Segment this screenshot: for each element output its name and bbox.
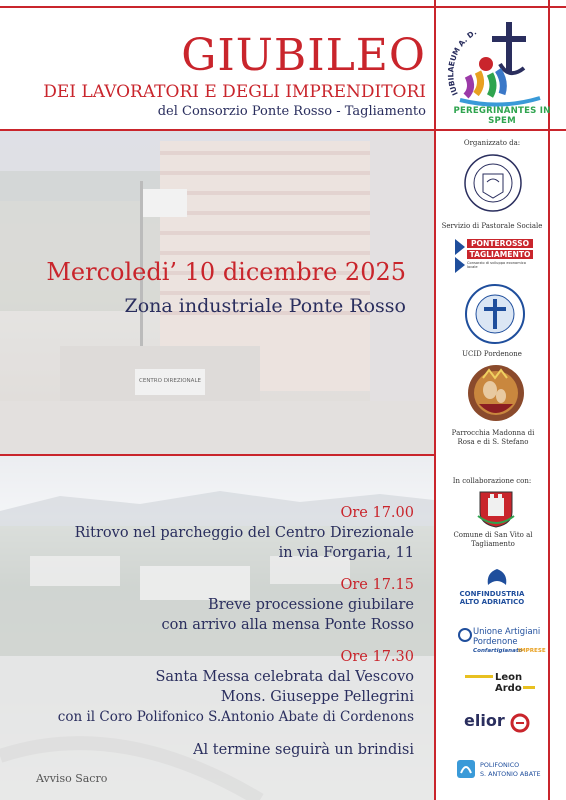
leonardo-logo <box>465 672 535 704</box>
elior-text: elior <box>464 711 505 730</box>
leonardo-line1: Leon <box>495 672 523 683</box>
building-sign: CENTRO DIREZIONALE <box>139 378 201 384</box>
page-subtitle: DEI LAVORATORI E DEGLI IMPRENDITORI <box>43 82 426 102</box>
artigiani-logo <box>456 624 548 660</box>
schedule-item-1 <box>0 503 414 563</box>
top-rule <box>0 6 566 8</box>
schedule-time: Ore 17.00 <box>340 505 414 521</box>
schedule-line: con arrivo alla mensa Ponte Rosso <box>161 617 414 633</box>
schedule-line: con il Coro Polifonico S.Antonio Abate di Cordenons <box>57 709 414 725</box>
artigiani-line4: IMPRESE <box>518 648 546 654</box>
vertical-rule <box>434 0 436 800</box>
elior-swirl-icon <box>510 713 530 733</box>
closing-note: Al termine seguirà un brindisi <box>193 742 414 758</box>
jubilee-logo <box>440 14 558 126</box>
schedule-line: Mons. Giuseppe Pellegrini <box>220 689 414 705</box>
artigiani-line3: Confartigianato <box>473 648 523 654</box>
diocese-seal <box>463 152 523 218</box>
notice-label: Avviso Sacro <box>36 772 108 785</box>
schedule-item-2 <box>0 575 414 635</box>
jubilee-arc-text: IUBILAEUM A. D. <box>446 27 479 97</box>
comune-label: Comune di San Vito al Tagliamento <box>453 531 533 548</box>
schedule-item-3 <box>0 647 414 727</box>
building-photo <box>0 131 434 454</box>
jubilee-motto: PEREGRINANTES IN SPEM <box>453 106 551 126</box>
parish-label: Parrocchia Madonna di Rosa e di S. Stefano <box>451 429 535 446</box>
event-place: Zona industriale Ponte Rosso <box>124 295 406 317</box>
schedule-time: Ore 17.15 <box>340 577 414 593</box>
ponterosso-line2: TAGLIAMENTO <box>467 250 533 259</box>
event-date: Mercoledi’ 10 dicembre 2025 <box>46 258 406 286</box>
ponterosso-line3: Consorzio di sviluppo economico locale <box>467 261 526 269</box>
page-title: GIUBILEO <box>181 30 426 81</box>
parish-icon-image <box>467 364 525 426</box>
polifonico-logo <box>456 757 548 787</box>
polifonico-line1: POLIFONICO <box>480 761 520 769</box>
artigiani-line1: Unione Artigiani <box>473 626 541 636</box>
ponterosso-logo <box>453 237 535 275</box>
schedule-line: Breve processione giubilare <box>208 597 414 613</box>
polifonico-line2: S. ANTONIO ABATE <box>480 770 541 778</box>
ponterosso-line1: PONTEROSSO <box>467 239 533 248</box>
collaboration-label: In collaborazione con: <box>452 477 532 485</box>
artigiani-line2: Pordenone <box>473 636 518 646</box>
organized-by-label: Organizzato da: <box>463 139 521 147</box>
ucid-label: UCID Pordenone <box>462 350 522 358</box>
comune-crest <box>476 486 516 532</box>
confindustria-line1: CONFINDUSTRIA <box>459 590 525 598</box>
schedule-line: Ritrovo nel parcheggio del Centro Direzionale <box>74 525 414 541</box>
elior-logo <box>464 711 544 735</box>
pastoral-service-label: Servizio di Pastorale Sociale <box>441 222 543 230</box>
schedule-time: Ore 17.30 <box>340 649 414 665</box>
polifonico-emblem-icon <box>456 759 476 779</box>
consortium-line: del Consorzio Ponte Rosso - Tagliamento <box>157 104 426 119</box>
confindustria-logo <box>436 590 548 606</box>
schedule-line: in via Forgaria, 11 <box>278 545 414 561</box>
ucid-seal <box>464 283 526 349</box>
schedule-line: Santa Messa celebrata dal Vescovo <box>155 669 414 685</box>
confindustria-line2: ALTO ADRIATICO <box>459 598 525 606</box>
leonardo-line2: Ardo <box>495 683 522 694</box>
confindustria-icon <box>484 567 510 591</box>
svg-text:IUBILAEUM A. D. MMXXV <box>440 14 480 97</box>
